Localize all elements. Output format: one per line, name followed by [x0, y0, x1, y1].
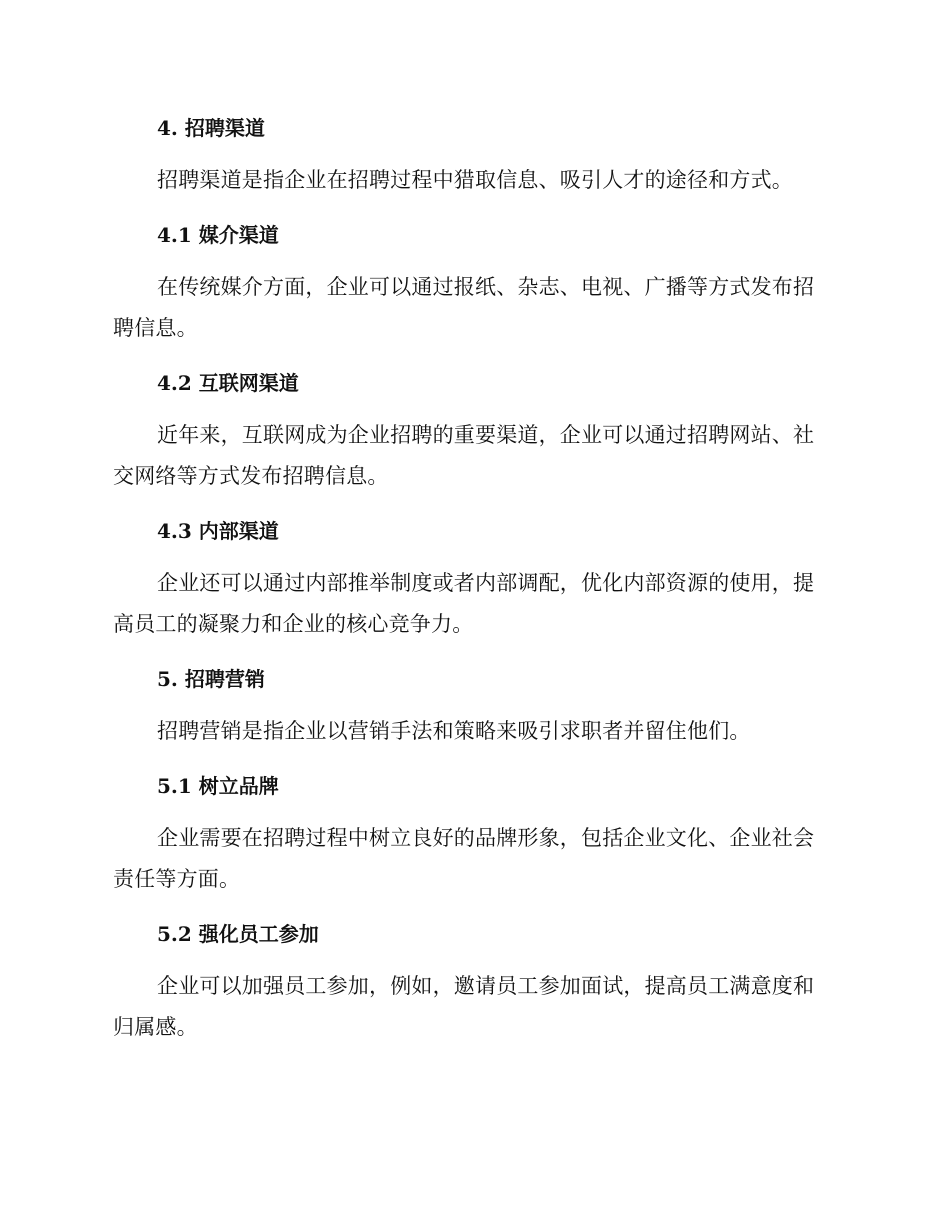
section-heading-4-2: 4.2 互联网渠道	[157, 371, 299, 395]
paragraph-5-1: 企业需要在招聘过程中树立良好的品牌形象，包括企业文化、企业社会责任等方面。	[113, 826, 815, 891]
paragraph-4-3: 企业还可以通过内部推举制度或者内部调配，优化内部资源的使用，提高员工的凝聚力和企业的核心竞争力。	[113, 571, 815, 636]
paragraph-4-intro: 招聘渠道是指企业在招聘过程中猎取信息、吸引人才的途径和方式。	[157, 168, 793, 192]
paragraph-4-1: 在传统媒介方面，企业可以通过报纸、杂志、电视、广播等方式发布招聘信息。	[113, 275, 815, 340]
section-heading-4-3: 4.3 内部渠道	[157, 519, 279, 543]
section-heading-4-1: 4.1 媒介渠道	[157, 223, 279, 247]
document-page	[113, 108, 833, 1062]
section-heading-5-1: 5.1 树立品牌	[157, 774, 279, 798]
paragraph-5-intro: 招聘营销是指企业以营销手法和策略来吸引求职者并留住他们。	[157, 719, 751, 743]
section-heading-5: 5. 招聘营销	[157, 667, 265, 691]
section-heading-4: 4. 招聘渠道	[157, 116, 265, 140]
paragraph-5-2: 企业可以加强员工参加，例如，邀请员工参加面试，提高员工满意度和归属感。	[113, 974, 815, 1039]
section-heading-5-2: 5.2 强化员工参加	[157, 922, 319, 946]
paragraph-4-2: 近年来，互联网成为企业招聘的重要渠道，企业可以通过招聘网站、社交网络等方式发布招聘信息。	[113, 423, 815, 488]
